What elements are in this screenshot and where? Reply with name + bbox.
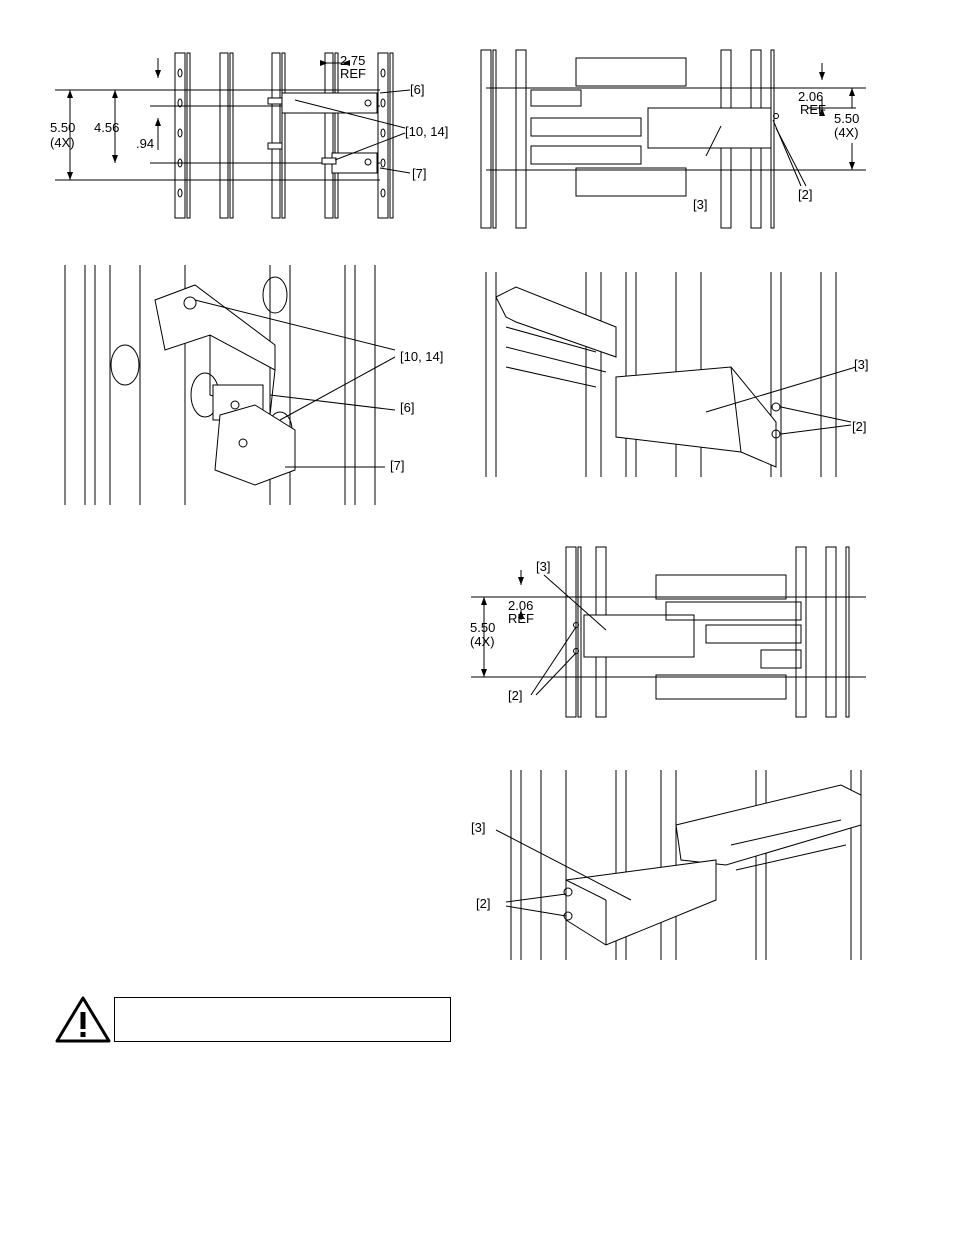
figure-front-view-brackets-6-7 <box>50 48 460 223</box>
figure-isometric-bracket-3-right <box>476 272 876 477</box>
figure-front-view-bracket-3-right <box>476 48 876 230</box>
dim-2-75-ref: REF <box>340 66 366 81</box>
callout-6: [6] <box>410 82 425 97</box>
callout-10-14: [10, 14] <box>400 349 444 364</box>
dim-2-06: 2.06 <box>798 89 824 104</box>
dim-5-50-qty: (4X) <box>50 135 75 150</box>
dim-5-50-qty: (4X) <box>834 125 859 140</box>
warning-triangle-icon <box>54 995 112 1045</box>
warning-text <box>115 998 450 1041</box>
dim-5-50: 5.50 <box>470 620 496 635</box>
dim-2-06-ref: REF <box>800 102 826 117</box>
callout-3: [3] <box>693 197 708 212</box>
callout-3: [3] <box>471 820 486 835</box>
callout-7: [7] <box>412 166 427 181</box>
dim-5-50-qty: (4X) <box>470 634 495 649</box>
dim-2-06: 2.06 <box>508 598 534 613</box>
callout-2: [2] <box>852 419 867 434</box>
callout-10-14: [10, 14] <box>405 124 449 139</box>
callout-3: [3] <box>854 357 869 372</box>
figure-isometric-bracket-3-left <box>466 770 876 962</box>
dim-2-06-ref: REF <box>508 611 534 626</box>
dim-4-56: 4.56 <box>94 120 120 135</box>
dim-5-50: 5.50 <box>50 120 76 135</box>
figure-front-view-bracket-3-left <box>466 545 876 720</box>
dim-2-75: 2.75 <box>340 53 366 68</box>
callout-7: [7] <box>390 458 405 473</box>
dim-0-94: .94 <box>136 136 155 151</box>
callout-2: [2] <box>508 688 523 703</box>
warning-box <box>114 997 451 1042</box>
figure-isometric-brackets-6-7 <box>55 265 455 505</box>
callout-2: [2] <box>798 187 813 202</box>
callout-6: [6] <box>400 400 415 415</box>
callout-2: [2] <box>476 896 491 911</box>
callout-3: [3] <box>536 559 551 574</box>
dim-5-50: 5.50 <box>834 111 860 126</box>
